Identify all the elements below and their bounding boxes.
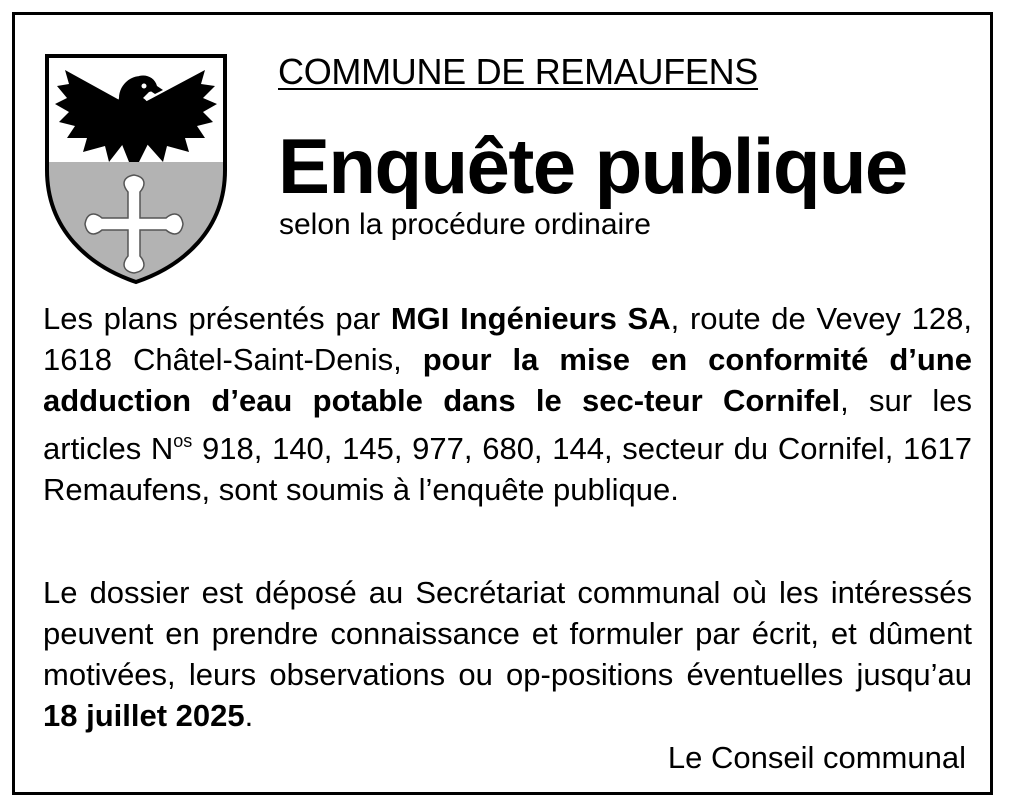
deadline-date: 18 juillet 2025 [43,698,245,733]
paragraph-dossier [43,572,972,736]
text-span: Le dossier est déposé au Secrétariat communal où les intéressés peuvent en prendre connaissance et formuler par écrit, et dûment motivées, leurs observations ou op-positions éventuelles jusqu’au [43,575,972,692]
text-span: Les plans présentés par [43,301,391,336]
subtitle: selon la procédure ordinaire [279,208,651,241]
signature: Le Conseil communal [667,740,966,775]
text-span: . [244,698,254,733]
page-title: Enquête publique [278,122,907,210]
superscript: os [173,431,193,451]
text-span: , route de Vevey 128, 1618 Châtel-Saint-Denis, [43,301,972,377]
company-name: MGI Ingénieurs SA [390,301,671,336]
commune-heading: COMMUNE DE REMAUFENS [278,51,759,92]
text-span: , sur les articles N [43,383,972,466]
project-description: pour la mise en conformité d’une adduction d’eau potable dans le sec-teur Cornifel [43,342,972,418]
notice-frame [12,12,993,795]
paragraph-plans [43,298,972,510]
text-span: 918, 140, 145, 977, 680, 144, secteur du Cornifel, 1617 Remaufens, sont soumis à l’enquête publique. [43,431,972,507]
coat-of-arms-icon [43,52,229,286]
